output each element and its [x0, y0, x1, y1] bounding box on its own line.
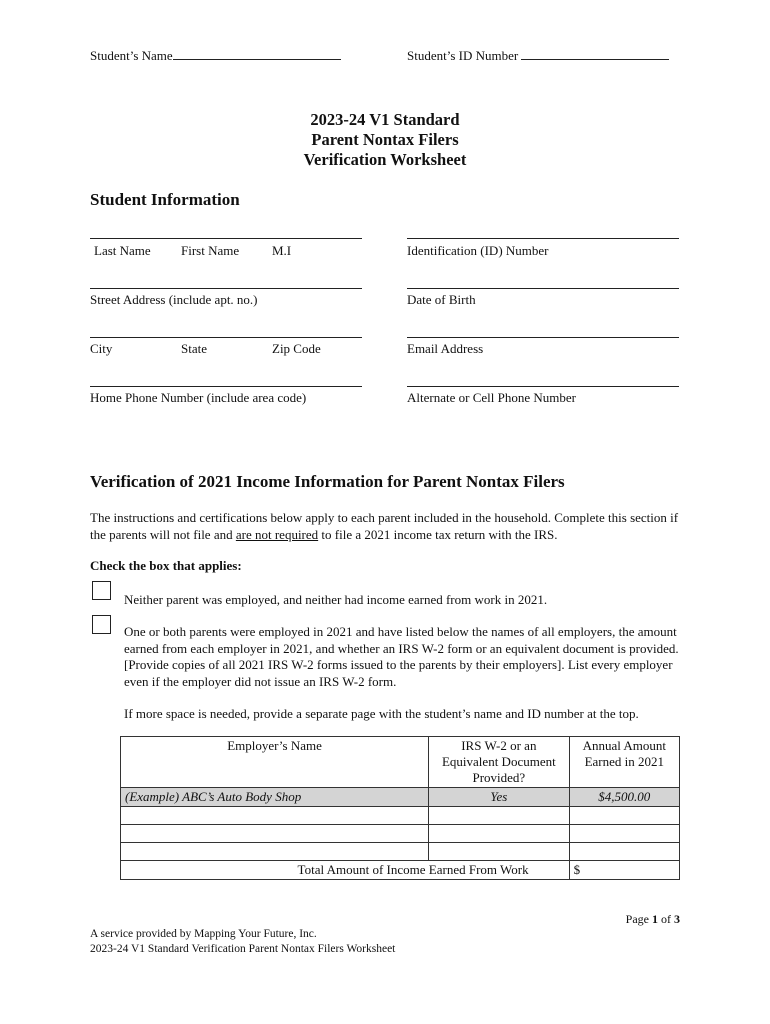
w2-cell[interactable] [429, 843, 570, 861]
employer-name-cell[interactable] [121, 843, 429, 861]
total-label: Total Amount of Income Earned From Work [121, 861, 570, 880]
city-label: City [90, 341, 113, 356]
page-current: 1 [652, 912, 658, 926]
col-w2-provided: IRS W-2 or an Equivalent Document Provided? [429, 737, 570, 788]
name-field-line[interactable] [90, 238, 362, 239]
title-line-3: Verification Worksheet [303, 150, 467, 169]
page-number [626, 912, 680, 927]
employer-name-cell[interactable] [121, 807, 429, 825]
example-amount: $4,500.00 [569, 788, 679, 807]
intro-text-a: The instructions and certifications below apply to each parent included in the household. Complete this section if the parents will not file and [90, 510, 679, 542]
footer-line-2: 2023-24 V1 Standard Verification Parent Nontax Filers Worksheet [90, 943, 396, 955]
more-space-note: If more space is needed, provide a separate page with the student’s name and ID number at the top. [124, 706, 639, 721]
alt-phone-label: Alternate or Cell Phone Number [407, 390, 576, 405]
option2-text: One or both parents were employed in 2021 and have listed below the names of all employers, the amount earned from each employer in 2021, and whether an IRS W-2 form or an equivalent document is provided. [Provide copies of all 2021 IRS W-2 forms issued to the parents by their employers]. List every employer even if the employer did not issue an IRS W-2 form. [124, 624, 679, 689]
example-employer-name: (Example) ABC’s Auto Body Shop [121, 788, 429, 807]
intro-underlined-text: are not required [235, 526, 319, 542]
street-label: Street Address (include apt. no.) [90, 292, 258, 307]
email-field-line[interactable] [407, 337, 679, 338]
employer-name-cell[interactable] [121, 825, 429, 843]
table-row-example [121, 788, 680, 807]
col-annual-amount: Annual Amount Earned in 2021 [569, 737, 679, 788]
home-phone-field-line[interactable] [90, 386, 362, 387]
footer-line-1: A service provided by Mapping Your Future, Inc. [90, 928, 317, 940]
w2-cell[interactable] [429, 807, 570, 825]
footer-text [90, 927, 395, 957]
total-value[interactable]: $ [569, 861, 679, 880]
col-employer-name: Employer’s Name [121, 737, 429, 788]
student-id-label: Student’s ID Number [407, 48, 519, 63]
street-field-line[interactable] [90, 288, 362, 289]
city-field-line[interactable] [90, 337, 362, 338]
verification-intro [90, 510, 680, 543]
student-id-line[interactable] [521, 48, 669, 60]
option1-text: Neither parent was employed, and neither had income earned from work in 2021. [124, 592, 548, 607]
amount-cell[interactable] [569, 825, 679, 843]
dob-field-line[interactable] [407, 288, 679, 289]
first-name-label: First Name [181, 243, 240, 258]
w2-cell[interactable] [429, 825, 570, 843]
dob-label: Date of Birth [407, 292, 476, 307]
intro-text-b: to file a 2021 income tax return with the IRS. [318, 526, 558, 542]
student-id-header [407, 48, 669, 64]
table-header-row [121, 737, 680, 788]
title-line-2: Parent Nontax Filers [311, 130, 459, 149]
student-name-header [90, 48, 341, 64]
option2-checkbox[interactable] [92, 615, 111, 634]
table-row [121, 843, 680, 861]
id-field-line[interactable] [407, 238, 679, 239]
home-phone-label: Home Phone Number (include area code) [90, 390, 307, 405]
option1-checkbox[interactable] [92, 581, 111, 600]
page-of: of [658, 912, 674, 926]
student-info-heading: Student Information [90, 190, 240, 209]
employer-table [120, 736, 680, 880]
mi-label: M.I [272, 243, 292, 258]
example-w2: Yes [429, 788, 570, 807]
email-label: Email Address [407, 341, 484, 356]
id-number-label: Identification (ID) Number [407, 243, 549, 258]
amount-cell[interactable] [569, 843, 679, 861]
last-name-label: Last Name [94, 243, 151, 258]
title-line-1: 2023-24 V1 Standard [310, 110, 460, 129]
page-title [0, 110, 770, 170]
amount-cell[interactable] [569, 807, 679, 825]
state-label: State [181, 341, 207, 356]
table-row [121, 807, 680, 825]
alt-phone-field-line[interactable] [407, 386, 679, 387]
table-total-row [121, 861, 680, 880]
check-heading: Check the box that applies: [90, 558, 242, 573]
table-row [121, 825, 680, 843]
student-name-label: Student’s Name [90, 48, 173, 63]
student-name-line[interactable] [173, 48, 341, 60]
zip-label: Zip Code [272, 341, 321, 356]
page-prefix: Page [625, 912, 652, 926]
page-total: 3 [674, 912, 680, 926]
verification-heading: Verification of 2021 Income Information for Parent Nontax Filers [90, 472, 565, 491]
